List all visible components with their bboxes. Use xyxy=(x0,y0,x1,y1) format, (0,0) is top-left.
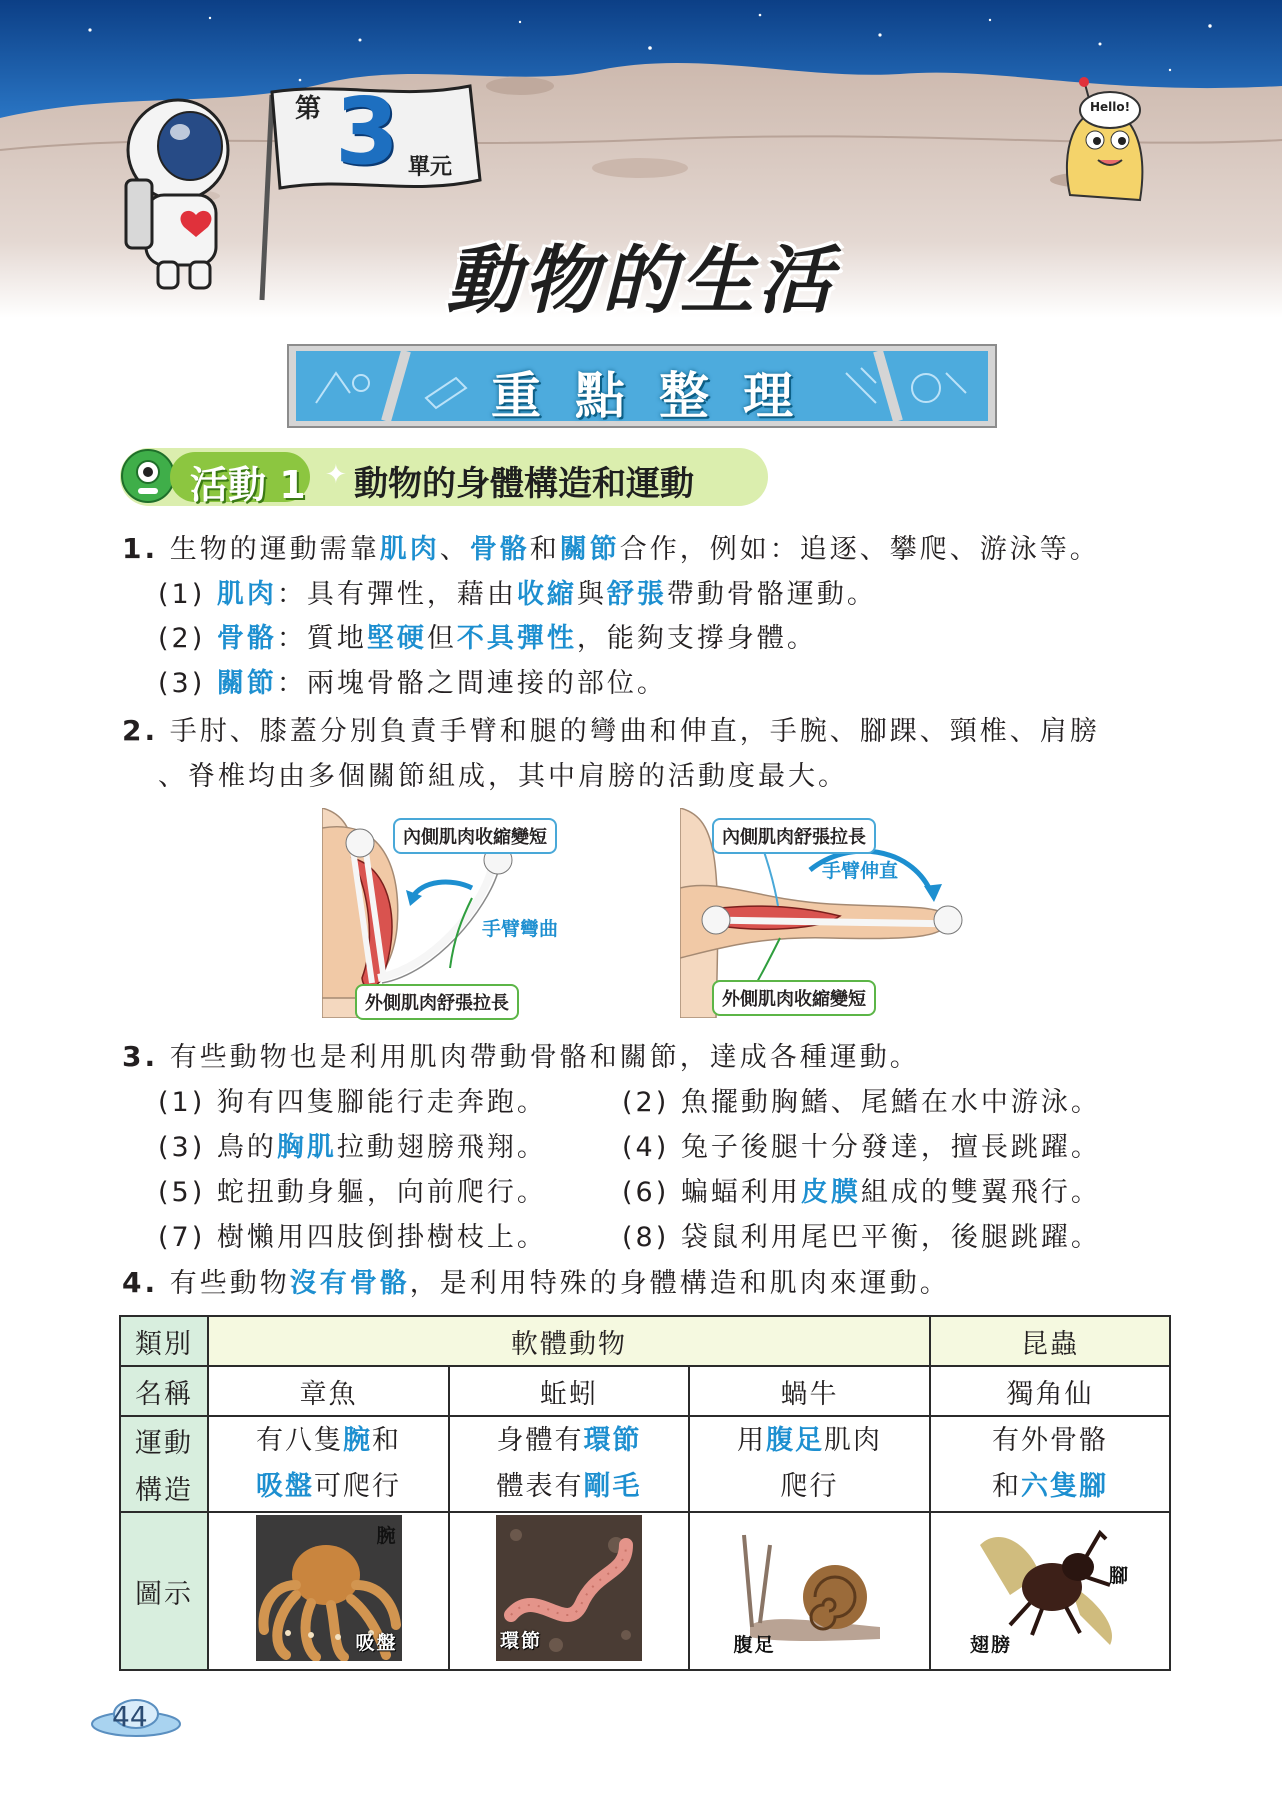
name-octopus: 章魚 xyxy=(208,1366,449,1416)
text: 蛇扭動身軀，向前爬行。 xyxy=(216,1177,547,1208)
photo-label: 腳 xyxy=(1108,1564,1130,1587)
callout-outer-contract: 外側肌肉收縮變短 xyxy=(712,980,876,1016)
unit-suffix: 單元 xyxy=(408,155,453,180)
text: 可爬行 xyxy=(314,1471,401,1502)
text: 身體有 xyxy=(496,1425,584,1456)
photo-label: 吸盤 xyxy=(355,1631,398,1654)
text: ：質地 xyxy=(276,623,367,654)
photo-label: 腕 xyxy=(376,1524,398,1547)
header-line: 構造 xyxy=(135,1475,193,1506)
table-row xyxy=(120,1416,1170,1512)
callout-inner-contract: 內側肌肉收縮變短 xyxy=(393,818,557,854)
activity-bullet: ✦ xyxy=(325,460,347,490)
keyword: 關節 xyxy=(216,668,277,699)
text: 和 xyxy=(992,1471,1021,1502)
name-earthworm: 蚯蚓 xyxy=(449,1366,689,1416)
earthworm-photo xyxy=(496,1515,642,1661)
keyword: 骨骼 xyxy=(469,534,530,565)
text: 生物的運動需靠 xyxy=(169,534,380,565)
callout-outer-stretch: 外側肌肉舒張拉長 xyxy=(355,984,519,1020)
text: 兔子後腿十分發達，擅長跳躍。 xyxy=(680,1132,1101,1163)
text: 有八隻 xyxy=(256,1425,343,1456)
row-header-name: 名稱 xyxy=(120,1366,208,1416)
text: ：兩塊骨骼之間連接的部位。 xyxy=(276,668,667,699)
text: 體表有 xyxy=(496,1471,584,1502)
table-row xyxy=(120,1512,1170,1670)
category-soft-bodied: 軟體動物 xyxy=(208,1316,930,1366)
page-title: 動物的生活 xyxy=(446,238,836,324)
list-item xyxy=(158,1086,547,1120)
activity-label: 活動 1 xyxy=(190,463,306,507)
keyword: 關節 xyxy=(559,534,620,565)
image-cell-snail xyxy=(689,1512,930,1670)
table-row xyxy=(120,1366,1170,1416)
text: ，是利用特殊的身體構造和肌肉來運動。 xyxy=(409,1268,950,1299)
text: 樹懶用四肢倒掛樹枝上。 xyxy=(216,1222,547,1253)
section-2-line-1 xyxy=(122,714,1100,749)
text: ：具有彈性，藉由 xyxy=(276,579,517,610)
text: 組成的雙翼飛行。 xyxy=(860,1177,1101,1208)
text: 有外骨骼 xyxy=(992,1425,1108,1456)
keyword: 吸盤 xyxy=(256,1471,314,1502)
list-item xyxy=(622,1086,1101,1120)
text: 手肘、膝蓋分別負責手臂和腿的彎曲和伸直，手腕、腳踝、頸椎、肩膀 xyxy=(169,716,1100,747)
sub-number: (3) xyxy=(158,668,206,699)
keyword: 不具彈性 xyxy=(456,623,577,654)
text: 但 xyxy=(426,623,457,654)
row-header-structure xyxy=(120,1416,208,1512)
keyword: 沒有骨骼 xyxy=(289,1268,410,1299)
section-3-number: 3. xyxy=(122,1040,159,1073)
text: 魚擺動胸鰭、尾鰭在水中游泳。 xyxy=(680,1087,1101,1118)
section-1-line xyxy=(122,532,1100,567)
sub-number: (3) xyxy=(158,1132,206,1163)
keyword: 環節 xyxy=(583,1425,642,1456)
note-arm-straight: 手臂伸直 xyxy=(822,860,899,882)
unit-number: 3 xyxy=(335,78,400,185)
sub-number: (1) xyxy=(158,579,206,610)
text: 狗有四隻腳能行走奔跑。 xyxy=(216,1087,547,1118)
green-monster-icon xyxy=(118,446,178,506)
image-cell-beetle xyxy=(930,1512,1170,1670)
text: ，能夠支撐身體。 xyxy=(576,623,817,654)
keyword: 骨骼 xyxy=(216,623,277,654)
keyword: 堅硬 xyxy=(366,623,427,654)
category-insect: 昆蟲 xyxy=(930,1316,1170,1366)
text: 拉動翅膀飛翔。 xyxy=(336,1132,547,1163)
image-cell-earthworm xyxy=(449,1512,689,1670)
text: 蝙蝠利用 xyxy=(680,1177,801,1208)
text: 、脊椎均由多個關節組成，其中肩膀的活動度最大。 xyxy=(158,761,848,792)
row-header-image: 圖示 xyxy=(120,1512,208,1670)
page-number: 44 xyxy=(112,1700,148,1733)
callout-inner-stretch: 內側肌肉舒張拉長 xyxy=(712,818,876,854)
text: 合作，例如：追逐、攀爬、游泳等。 xyxy=(619,534,1100,565)
header-line: 運動 xyxy=(135,1428,193,1459)
animal-movement-table xyxy=(119,1315,1171,1671)
sub-number: (6) xyxy=(622,1177,670,1208)
text: 有些動物 xyxy=(169,1268,290,1299)
section-2-number: 2. xyxy=(122,714,159,747)
section-2-line-2 xyxy=(158,760,848,794)
text: 帶動骨骼運動。 xyxy=(666,579,877,610)
sub-number: (2) xyxy=(622,1087,670,1118)
keyword: 舒張 xyxy=(606,579,667,610)
structure-octopus xyxy=(208,1416,449,1512)
sub-number: (5) xyxy=(158,1177,206,1208)
name-snail: 蝸牛 xyxy=(689,1366,930,1416)
note-arm-bend: 手臂彎曲 xyxy=(482,918,559,940)
section-1-sub-1 xyxy=(158,578,877,612)
list-item xyxy=(158,1131,547,1165)
row-header-category: 類別 xyxy=(120,1316,208,1366)
structure-snail xyxy=(689,1416,930,1512)
unit-prefix: 第 xyxy=(295,94,322,124)
keyword: 肌肉 xyxy=(216,579,277,610)
list-item xyxy=(622,1221,1101,1255)
keyword: 皮膜 xyxy=(800,1177,861,1208)
sub-number: (7) xyxy=(158,1222,206,1253)
text: 、 xyxy=(439,534,470,565)
sub-number: (8) xyxy=(622,1222,670,1253)
structure-beetle xyxy=(930,1416,1170,1512)
text: 肌肉 xyxy=(824,1425,882,1456)
keyword: 胸肌 xyxy=(276,1132,337,1163)
text: 爬行 xyxy=(780,1471,839,1502)
text: 和 xyxy=(529,534,560,565)
name-beetle: 獨角仙 xyxy=(930,1366,1170,1416)
structure-earthworm xyxy=(449,1416,689,1512)
section-3-intro xyxy=(122,1040,920,1075)
sub-number: (1) xyxy=(158,1087,206,1118)
section-1-sub-2 xyxy=(158,622,817,656)
keyword: 腹足 xyxy=(766,1425,824,1456)
list-item xyxy=(622,1131,1101,1165)
keyword: 肌肉 xyxy=(379,534,440,565)
sub-number: (2) xyxy=(158,623,206,654)
section-4-number: 4. xyxy=(122,1266,159,1299)
section-1-number: 1. xyxy=(122,532,159,565)
list-item xyxy=(158,1221,547,1255)
banner-title: 重點整理 xyxy=(491,367,827,425)
photo-label: 環節 xyxy=(500,1629,543,1652)
text: 有些動物也是利用肌肉帶動骨骼和關節，達成各種運動。 xyxy=(169,1042,920,1073)
photo-label: 腹足 xyxy=(733,1633,776,1656)
keyword: 收縮 xyxy=(516,579,577,610)
keyword: 六隻腳 xyxy=(1021,1471,1108,1502)
section-4-line xyxy=(122,1266,950,1301)
section-1-sub-3 xyxy=(158,667,667,701)
list-item xyxy=(158,1176,547,1210)
sub-number: (4) xyxy=(622,1132,670,1163)
beetle-photo xyxy=(970,1515,1130,1661)
activity-title: 動物的身體構造和運動 xyxy=(354,464,694,504)
text: 與 xyxy=(576,579,607,610)
text: 鳥的 xyxy=(216,1132,277,1163)
text: 和 xyxy=(372,1425,401,1456)
list-item xyxy=(622,1176,1101,1210)
text: 用 xyxy=(737,1425,766,1456)
octopus-photo xyxy=(256,1515,402,1661)
table-row xyxy=(120,1316,1170,1366)
hello-bubble-text: Hello! xyxy=(1089,100,1131,114)
snail-photo xyxy=(730,1515,890,1661)
keyword: 腕 xyxy=(343,1425,372,1456)
photo-label: 翅膀 xyxy=(970,1633,1013,1656)
keyword: 剛毛 xyxy=(583,1471,642,1502)
image-cell-octopus xyxy=(208,1512,449,1670)
text: 袋鼠利用尾巴平衡，後腿跳躍。 xyxy=(680,1222,1101,1253)
